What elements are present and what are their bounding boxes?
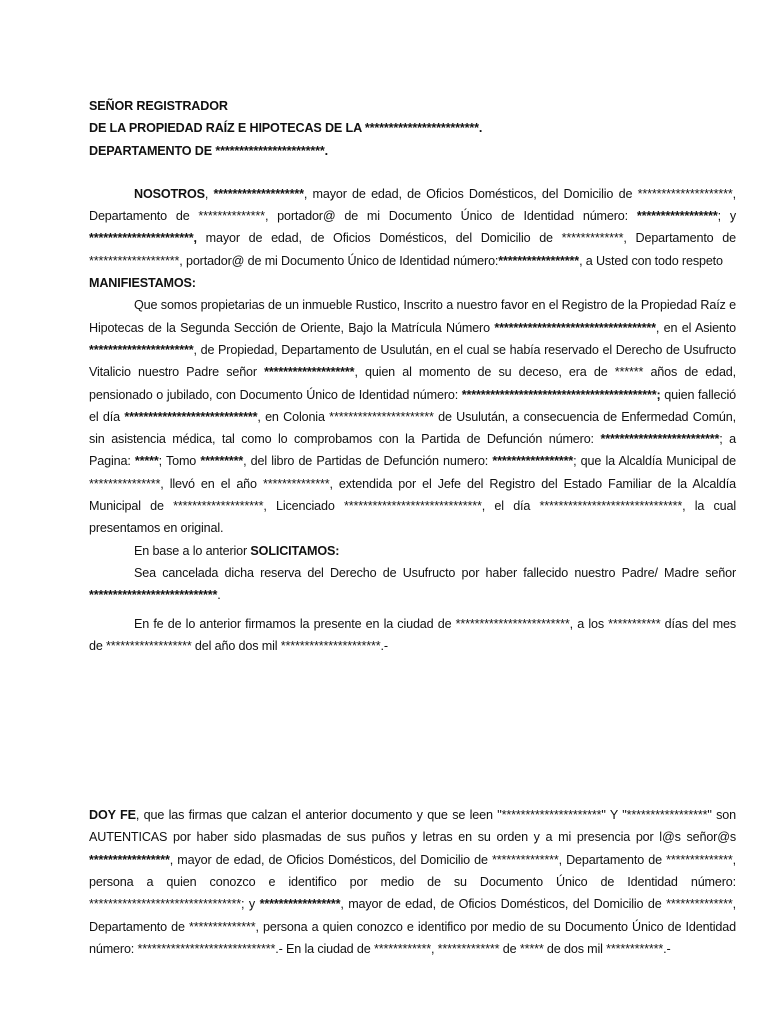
padre-dui: *****************************************;: [461, 387, 661, 402]
request-name: ***************************: [89, 588, 218, 603]
body-text-8: ; Tomo: [158, 454, 201, 469]
request-paragraph: [89, 562, 736, 607]
doy-fe-name-2: *****************: [259, 897, 341, 912]
doy-fe-label: DOY FE: [89, 808, 136, 823]
intro-name-1: *******************: [213, 186, 304, 201]
asiento-value: **********************: [89, 342, 194, 357]
doy-fe-text-2: , mayor de edad, de Oficios Domésticos, del Domicilio de **************, Departamento de **************, persona a quien conozco e identifico por medio de su Documento Único de Identidad número: ********************************; y: [89, 852, 736, 912]
signature-space: [89, 657, 736, 804]
doy-fe-text-3: , mayor de edad, de Oficios Domésticos, del Domicilio de **************, Departamento de **************, persona a quien conozco e identifico por medio de su Documento Único de Identidad número: *****************************.- En la ciudad de ************, ************* de ***** de dos mil ************.-: [89, 897, 736, 956]
intro-text-1: ,: [204, 186, 214, 201]
intro-name-2: **********************,: [89, 231, 197, 246]
intro-text-5: , a Usted con todo respeto: [579, 253, 723, 268]
nosotros-label: NOSOTROS: [134, 186, 205, 201]
pagina-value: *****: [134, 454, 159, 469]
body-text-7: ; a Pagina:: [89, 432, 736, 469]
solicitamos-text: En base a lo anterior: [134, 543, 251, 558]
addressee-line-1: SEÑOR REGISTRADOR: [89, 99, 228, 113]
intro-dui-2: *****************: [498, 253, 580, 268]
body-text-3: , de Propiedad, Departamento de Usulután, en el cual se había reservado el Derecho de Usufructo Vitalicio nuestro Padre señor: [89, 342, 736, 380]
addressee-line-2: DE LA PROPIEDAD RAÍZ E HIPOTECAS DE LA ************************.: [89, 121, 483, 136]
body-text-5: quien falleció el día: [89, 387, 736, 424]
libro-number: *****************: [492, 454, 574, 469]
matricula-value: **********************************: [494, 320, 656, 335]
addressee-header: [89, 95, 736, 162]
intro-text-4: mayor de edad, de Oficios Domésticos, del Domicilio de *************, Departamento de *******************, portador@ de mi Documento Único de Identidad número:: [89, 231, 736, 268]
intro-text-3: ; y: [717, 209, 736, 224]
body-paragraph: [89, 294, 736, 539]
body-text-6: , en Colonia ********************** de Usulután, a consecuencia de Enfermedad Común, sin asistencia médica, tal como lo comprobamos con la Partida de Defunción número:: [89, 409, 736, 447]
body-text-10: ; que la Alcaldía Municipal de ***************, llevó en el año **************, extendida por el Jefe del Registro del Estado Familiar de la Alcaldía Municipal de *******************, Licenciado *****************************, el día ******************************, la cual presentamos en original.: [89, 454, 736, 536]
request-text-1: Sea cancelada dicha reserva del Derecho de Usufructo por haber fallecido nuestro Padre/ Madre señor: [134, 565, 736, 580]
padre-name: *******************: [264, 365, 355, 380]
solicitamos-line: [89, 540, 736, 562]
doy-fe-name-1: *****************: [89, 852, 170, 867]
tomo-value: *********: [200, 454, 244, 469]
partida-number: *************************: [600, 432, 720, 447]
body-text-4: , quien al momento de su deceso, era de ****** años de edad, pensionado o jubilado, con Documento Único de Identidad número:: [89, 365, 737, 402]
manifiestamos-heading: MANIFIESTAMOS:: [89, 276, 196, 291]
solicitamos-label: SOLICITAMOS:: [250, 543, 340, 558]
intro-paragraph: [89, 183, 736, 272]
fecha-fallecimiento: ****************************: [124, 409, 258, 424]
intro-dui-1: *****************: [636, 209, 718, 224]
request-text-2: .: [217, 588, 221, 603]
firma-paragraph: En fe de lo anterior firmamos la presente en la ciudad de ************************, a los *********** días del mes de ****************** del año dos mil *********************.-: [89, 616, 736, 653]
body-text-2: , en el Asiento: [655, 320, 736, 335]
body-text-9: , del libro de Partidas de Defunción numero:: [243, 454, 493, 469]
doy-fe-text-1: , que las firmas que calzan el anterior documento y que se leen "*********************" Y "*****************" son AUTENTICAS por haber sido plasmadas de sus puños y letras en su orden y a mi presencia por l@s señor@s: [89, 808, 736, 845]
spacer: [89, 162, 736, 183]
intro-text-2: , mayor de edad, de Oficios Domésticos, del Domicilio de ********************, Departamento de **************, portador@ de mi Documento Único de Identidad número:: [89, 186, 736, 224]
body-text-1: Que somos propietarias de un inmueble Rustico, Inscrito a nuestro favor en el Registro de la Propiedad Raíz e Hipotecas de la Segunda Sección de Oriente, Bajo la Matrícula Número: [89, 298, 736, 335]
addressee-line-3: DEPARTAMENTO DE ***********************.: [89, 143, 328, 158]
doy-fe-paragraph: [89, 804, 736, 960]
